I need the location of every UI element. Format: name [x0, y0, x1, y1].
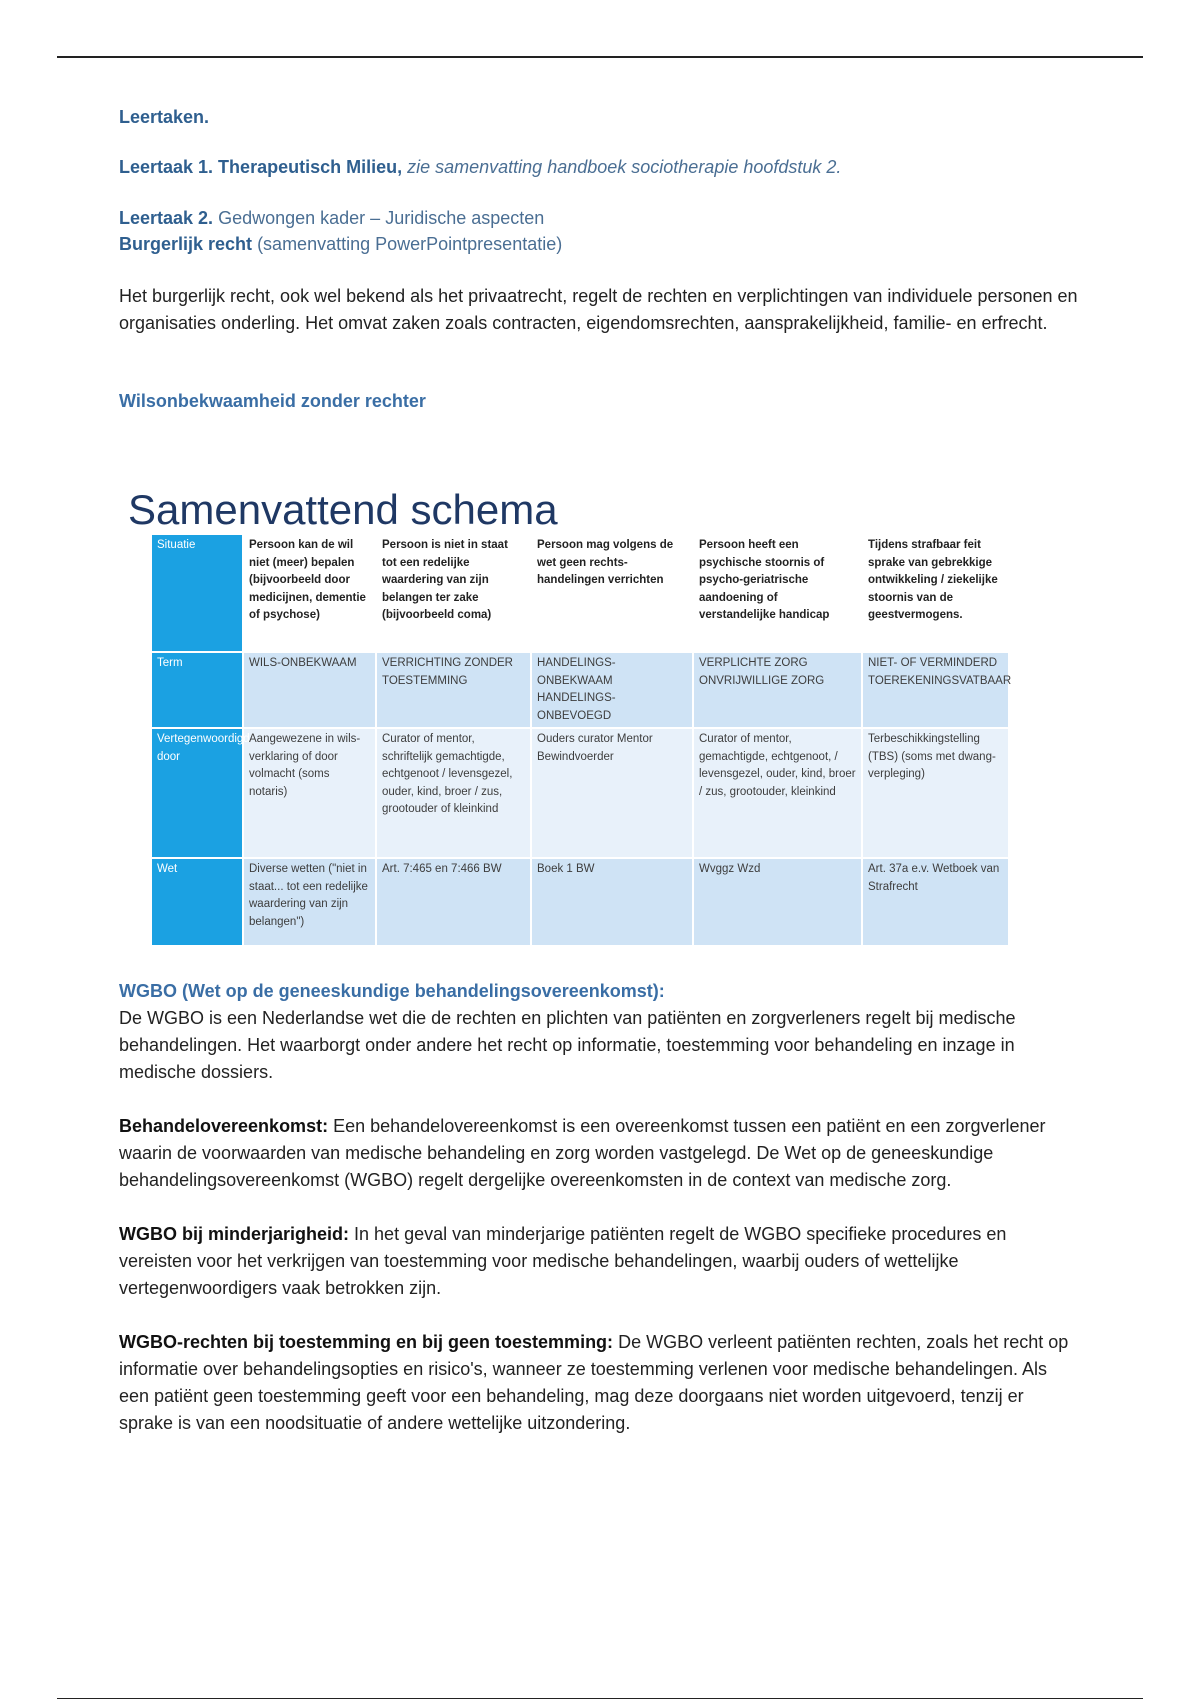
- leertaak-2-heading: [119, 205, 1079, 231]
- behandelovereenkomst-paragraph: [119, 1113, 1079, 1194]
- table-cell: NIET- OF VERMINDERD TOEREKENINGSVATBAAR: [862, 652, 1009, 728]
- table-cell: Persoon mag volgens de wet geen rechts-handelingen verrichten: [531, 534, 693, 652]
- row-label-wet: Wet: [151, 858, 243, 946]
- schema-title: Samenvattend schema: [128, 486, 558, 533]
- document-body: [119, 104, 1079, 412]
- table-cell: Art. 7:465 en 7:466 BW: [376, 858, 531, 946]
- table-cell: Ouders curator Mentor Bewindvoerder: [531, 728, 693, 858]
- table-cell: Terbeschikkingstelling (TBS) (soms met dwang-verpleging): [862, 728, 1009, 858]
- table-cell: Aangewezene in wils-verklaring of door volmacht (soms notaris): [243, 728, 376, 858]
- leertaak-2-label: Leertaak 2.: [119, 208, 214, 228]
- burgerlijk-recht-label: Burgerlijk recht: [119, 234, 253, 254]
- row-label-term: Term: [151, 652, 243, 728]
- table-cell: Diverse wetten ("niet in staat... tot een redelijke waardering van zijn belangen"): [243, 858, 376, 946]
- minderjarigheid-label: WGBO bij minderjarigheid:: [119, 1224, 350, 1244]
- table-row-wet: [151, 858, 1009, 946]
- table-row-situatie: [151, 534, 1009, 652]
- row-label-vertegenwoordigd: Vertegenwoordigd door: [151, 728, 243, 858]
- burgerlijk-recht-note: (samenvatting PowerPointpresentatie): [257, 234, 563, 254]
- leertaak-1-note: zie samenvatting handboek sociotherapie hoofdstuk 2.: [407, 157, 842, 177]
- toestemming-label: WGBO-rechten bij toestemming en bij geen toestemming:: [119, 1332, 614, 1352]
- wgbo-section: [119, 978, 1079, 1437]
- table-cell: Persoon heeft een psychische stoornis of psycho-geriatrische aandoening of verstandelijke handicap: [693, 534, 862, 652]
- table-cell: Curator of mentor, gemachtigde, echtgenoot, / levensgezel, ouder, kind, broer / zus, grootouder, kleinkind: [693, 728, 862, 858]
- minderjarigheid-text: In het geval van minderjarige patiënten regelt de WGBO specifieke procedures en vereisten voor het verkrijgen van toestemming voor medische behandelingen, waarbij ouders of wettelijke vertegenwoordigers vaak betrokken zijn.: [119, 1224, 1007, 1298]
- table-row-vertegenwoordigd: [151, 728, 1009, 858]
- behandelovereenkomst-label: Behandelovereenkomst:: [119, 1116, 329, 1136]
- wgbo-paragraph: De WGBO is een Nederlandse wet die de rechten en plichten van patiënten en zorgverleners regelt bij medische behandelingen. Het waarborgt onder andere het recht op informatie, toestemming voor behandeling en inzage in medische dossiers.: [119, 1008, 1016, 1082]
- table-cell: VERRICHTING ZONDER TOESTEMMING: [376, 652, 531, 728]
- row-label-situatie: Situatie: [151, 534, 243, 652]
- table-cell: Wvggz Wzd: [693, 858, 862, 946]
- leertaak-2-block: [119, 205, 1079, 257]
- bottom-rule: [57, 1698, 1143, 1699]
- leertaak-1-heading: [119, 154, 1079, 180]
- table-row-term: [151, 652, 1009, 728]
- schema-table: [150, 533, 1010, 947]
- minderjarigheid-paragraph: [119, 1221, 1079, 1302]
- table-cell: Boek 1 BW: [531, 858, 693, 946]
- wgbo-heading: WGBO (Wet op de geneeskundige behandelingsovereenkomst):: [119, 981, 665, 1001]
- toestemming-text: De WGBO verleent patiënten rechten, zoals het recht op informatie over behandelingsopties en risico's, wanneer ze toestemming verlenen voor medische behandelingen. Als een patiënt geen toestemming geeft voor een behandeling, mag deze doorgaans niet worden uitgevoerd, tenzij er sprake is van een noodsituatie of andere wettelijke uitzondering.: [119, 1332, 1069, 1433]
- table-cell: VERPLICHTE ZORG ONVRIJWILLIGE ZORG: [693, 652, 862, 728]
- wilsonbekwaamheid-heading: Wilsonbekwaamheid zonder rechter: [119, 391, 426, 411]
- top-rule: [57, 56, 1143, 58]
- toestemming-paragraph: [119, 1329, 1079, 1437]
- samenvattend-schema-figure: [128, 485, 1018, 945]
- table-cell: HANDELINGS-ONBEKWAAM HANDELINGS-ONBEVOEGD: [531, 652, 693, 728]
- table-cell: Tijdens strafbaar feit sprake van gebrekkige ontwikkeling / ziekelijke stoornis van de geestvermogens.: [862, 534, 1009, 652]
- page-title: Leertaken.: [119, 107, 210, 127]
- leertaak-2-topic: Gedwongen kader – Juridische aspecten: [218, 208, 545, 228]
- leertaak-1-label: Leertaak 1. Therapeutisch Milieu,: [119, 157, 403, 177]
- table-cell: Persoon kan de wil niet (meer) bepalen (bijvoorbeeld door medicijnen, dementie of psychose): [243, 534, 376, 652]
- table-cell: Curator of mentor, schriftelijk gemachtigde, echtgenoot / levensgezel, ouder, kind, broer / zus, grootouder of kleinkind: [376, 728, 531, 858]
- table-cell: Art. 37a e.v. Wetboek van Strafrecht: [862, 858, 1009, 946]
- slide-footer-mark: [176, 941, 210, 944]
- behandelovereenkomst-text: Een behandelovereenkomst is een overeenkomst tussen een patiënt en een zorgverlener waarin de voorwaarden van medische behandeling en zorg worden vastgelegd. De Wet op de geneeskundige behandelingsovereenkomst (WGBO) regelt dergelijke overeenkomsten in de context van medische zorg.: [119, 1116, 1046, 1190]
- burgerlijk-recht-heading: [119, 231, 1079, 257]
- table-cell: Persoon is niet in staat tot een redelijke waardering van zijn belangen ter zake (bijvoorbeeld coma): [376, 534, 531, 652]
- table-cell: WILS-ONBEKWAAM: [243, 652, 376, 728]
- intro-paragraph: Het burgerlijk recht, ook wel bekend als het privaatrecht, regelt de rechten en verplichtingen van individuele personen en organisaties onderling. Het omvat zaken zoals contracten, eigendomsrechten, aansprakelijkheid, familie- en erfrecht.: [119, 286, 1078, 333]
